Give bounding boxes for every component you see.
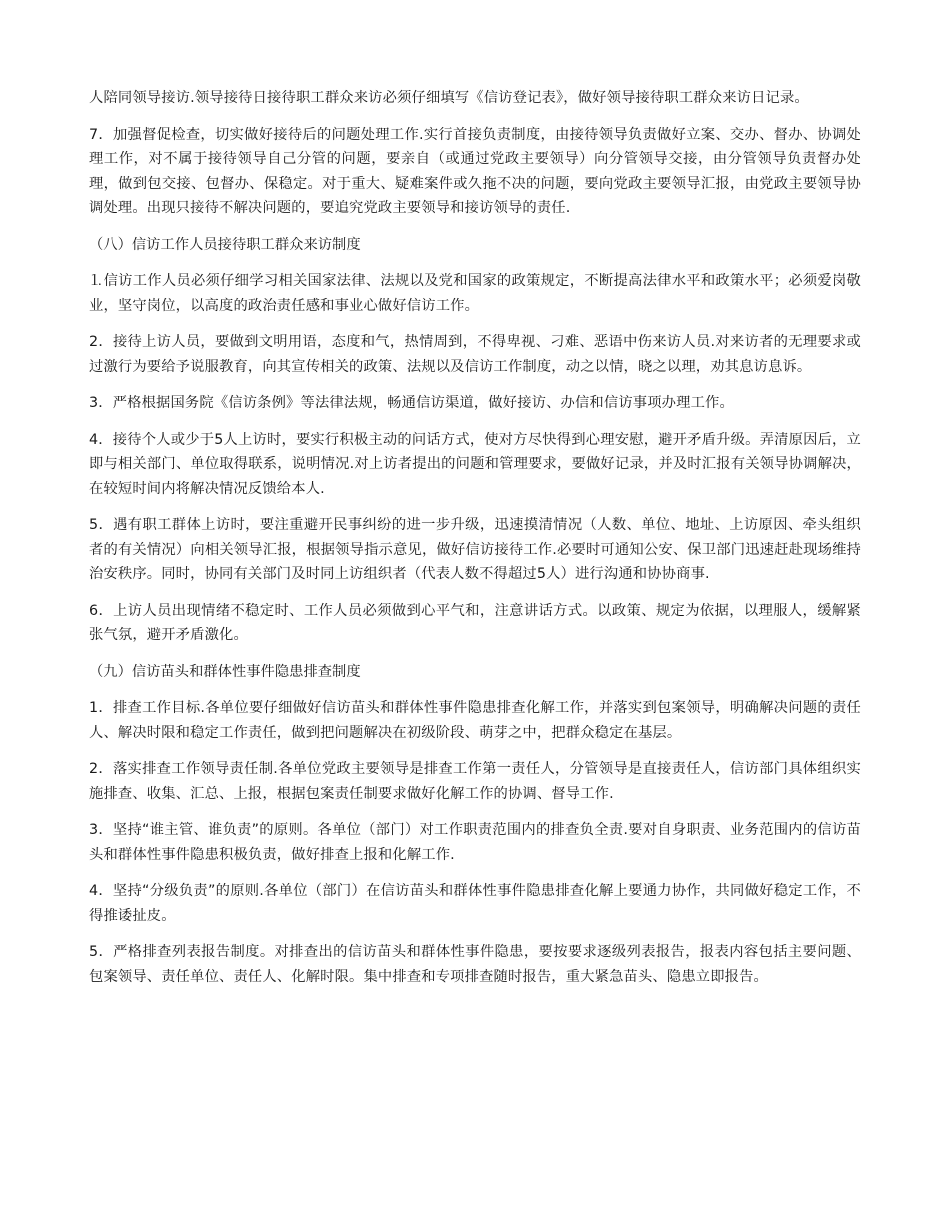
paragraph-section8-item-5: 5．遇有职工群体上访时，要注重避开民事纠纷的进一步升级，迅速摸清情况（人数、单位、地址、上访原因、牵头组织者的有关情况）向相关领导汇报，根据领导指示意见，做好信访接待工作.必要时可通知公安、保卫部门迅速赶赴现场维持治安秩序。同时，协同有关部门及时同上访组织者（代表人数不得超过5人）进行沟通和协协商事. <box>89 517 861 582</box>
section-heading-9: （九）信访苗头和群体性事件隐患排查制度 <box>89 663 361 680</box>
paragraph-section9-item-1: 1．排查工作目标.各单位要仔细做好信访苗头和群体性事件隐患排查化解工作，并落实到包案领导，明确解决问题的责任人、解决时限和稳定工作责任，做到把问题解决在初级阶段、萌芽之中，把群众稳定在基层。 <box>89 700 861 741</box>
paragraph-section8-item-4: 4．接待个人或少于5人上访时，要实行积极主动的问话方式，使对方尽快得到心理安慰，避开矛盾升级。弄清原因后，立即与相关部门、单位取得联系，说明情况.对上访者提出的问题和管理要求，要做好记录，并及时汇报有关领导协调解决，在较短时间内将解决情况反馈给本人. <box>89 431 861 497</box>
paragraph-section9-item-4: 4．坚持“分级负责”的原则.各单位（部门）在信访苗头和群体性事件隐患排查化解上要通力协作，共同做好稳定工作，不得推诿扯皮。 <box>89 883 861 924</box>
paragraph-section9-item-5: 5．严格排查列表报告制度。对排查出的信访苗头和群体性事件隐患，要按要求逐级列表报告，报表内容包括主要问题、包案领导、责任单位、责任人、化解时限。集中排查和专项排查随时报告，重大紧急苗头、隐患立即报告。 <box>89 944 861 985</box>
paragraph-section8-item-2: 2．接待上访人员，要做到文明用语，态度和气，热情周到，不得卑视、刁难、恶语中伤来访人员.对来访者的无理要求或过激行为要给予说服教育，向其宣传相关的政策、法规以及信访工作制度，动之以情，晓之以理，劝其息访息诉。 <box>89 334 861 375</box>
paragraph-item-7: 7．加强督促检查，切实做好接待后的问题处理工作.实行首接负责制度，由接待领导负责做好立案、交办、督办、协调处理工作，对不属于接待领导自己分管的问题，要亲自（或通过党政主要领导）向分管领导交接，由分管领导负责督办处理，做到包交接、包督办、保稳定。对于重大、疑难案件或久拖不决的问题，要向党政主要领导汇报，由党政主要领导协调处理。出现只接待不解决问题的，要追究党政主要领导和接访领导的责任. <box>89 126 861 216</box>
section-heading-8: （八）信访工作人员接待职工群众来访制度 <box>89 236 361 253</box>
paragraph-section8-item-1: ⒈信访工作人员必须仔细学习相关国家法律、法规以及党和国家的政策规定，不断提高法律水平和政策水平；必须爱岗敬业，坚守岗位，以高度的政治责任感和事业心做好信访工作。 <box>89 273 861 314</box>
document-page <box>89 86 861 1001</box>
paragraph-continuation: 人陪同领导接访.领导接待日接待职工群众来访必须仔细填写《信访登记表》，做好领导接待职工群众来访日记录。 <box>89 90 809 106</box>
paragraph-section9-item-2: 2．落实排查工作领导责任制.各单位党政主要领导是排查工作第一责任人，分管领导是直接责任人，信访部门具体组织实施排查、收集、汇总、上报，根据包案责任制要求做好化解工作的协调、督导工作. <box>89 761 861 802</box>
paragraph-section8-item-3: 3．严格根据国务院《信访条例》等法律法规，畅通信访渠道，做好接访、办信和信访事项办理工作。 <box>89 395 734 411</box>
paragraph-section9-item-3: 3．坚持“谁主管、谁负责”的原则。各单位（部门）对工作职责范围内的排查负全责.要对自身职责、业务范围内的信访苗头和群体性事件隐患积极负责，做好排查上报和化解工作. <box>89 822 861 863</box>
paragraph-section8-item-6: 6．上访人员出现情绪不稳定时、工作人员必须做到心平气和，注意讲话方式。以政策、规定为依据，以理服人，缓解紧张气氛，避开矛盾激化。 <box>89 602 861 643</box>
